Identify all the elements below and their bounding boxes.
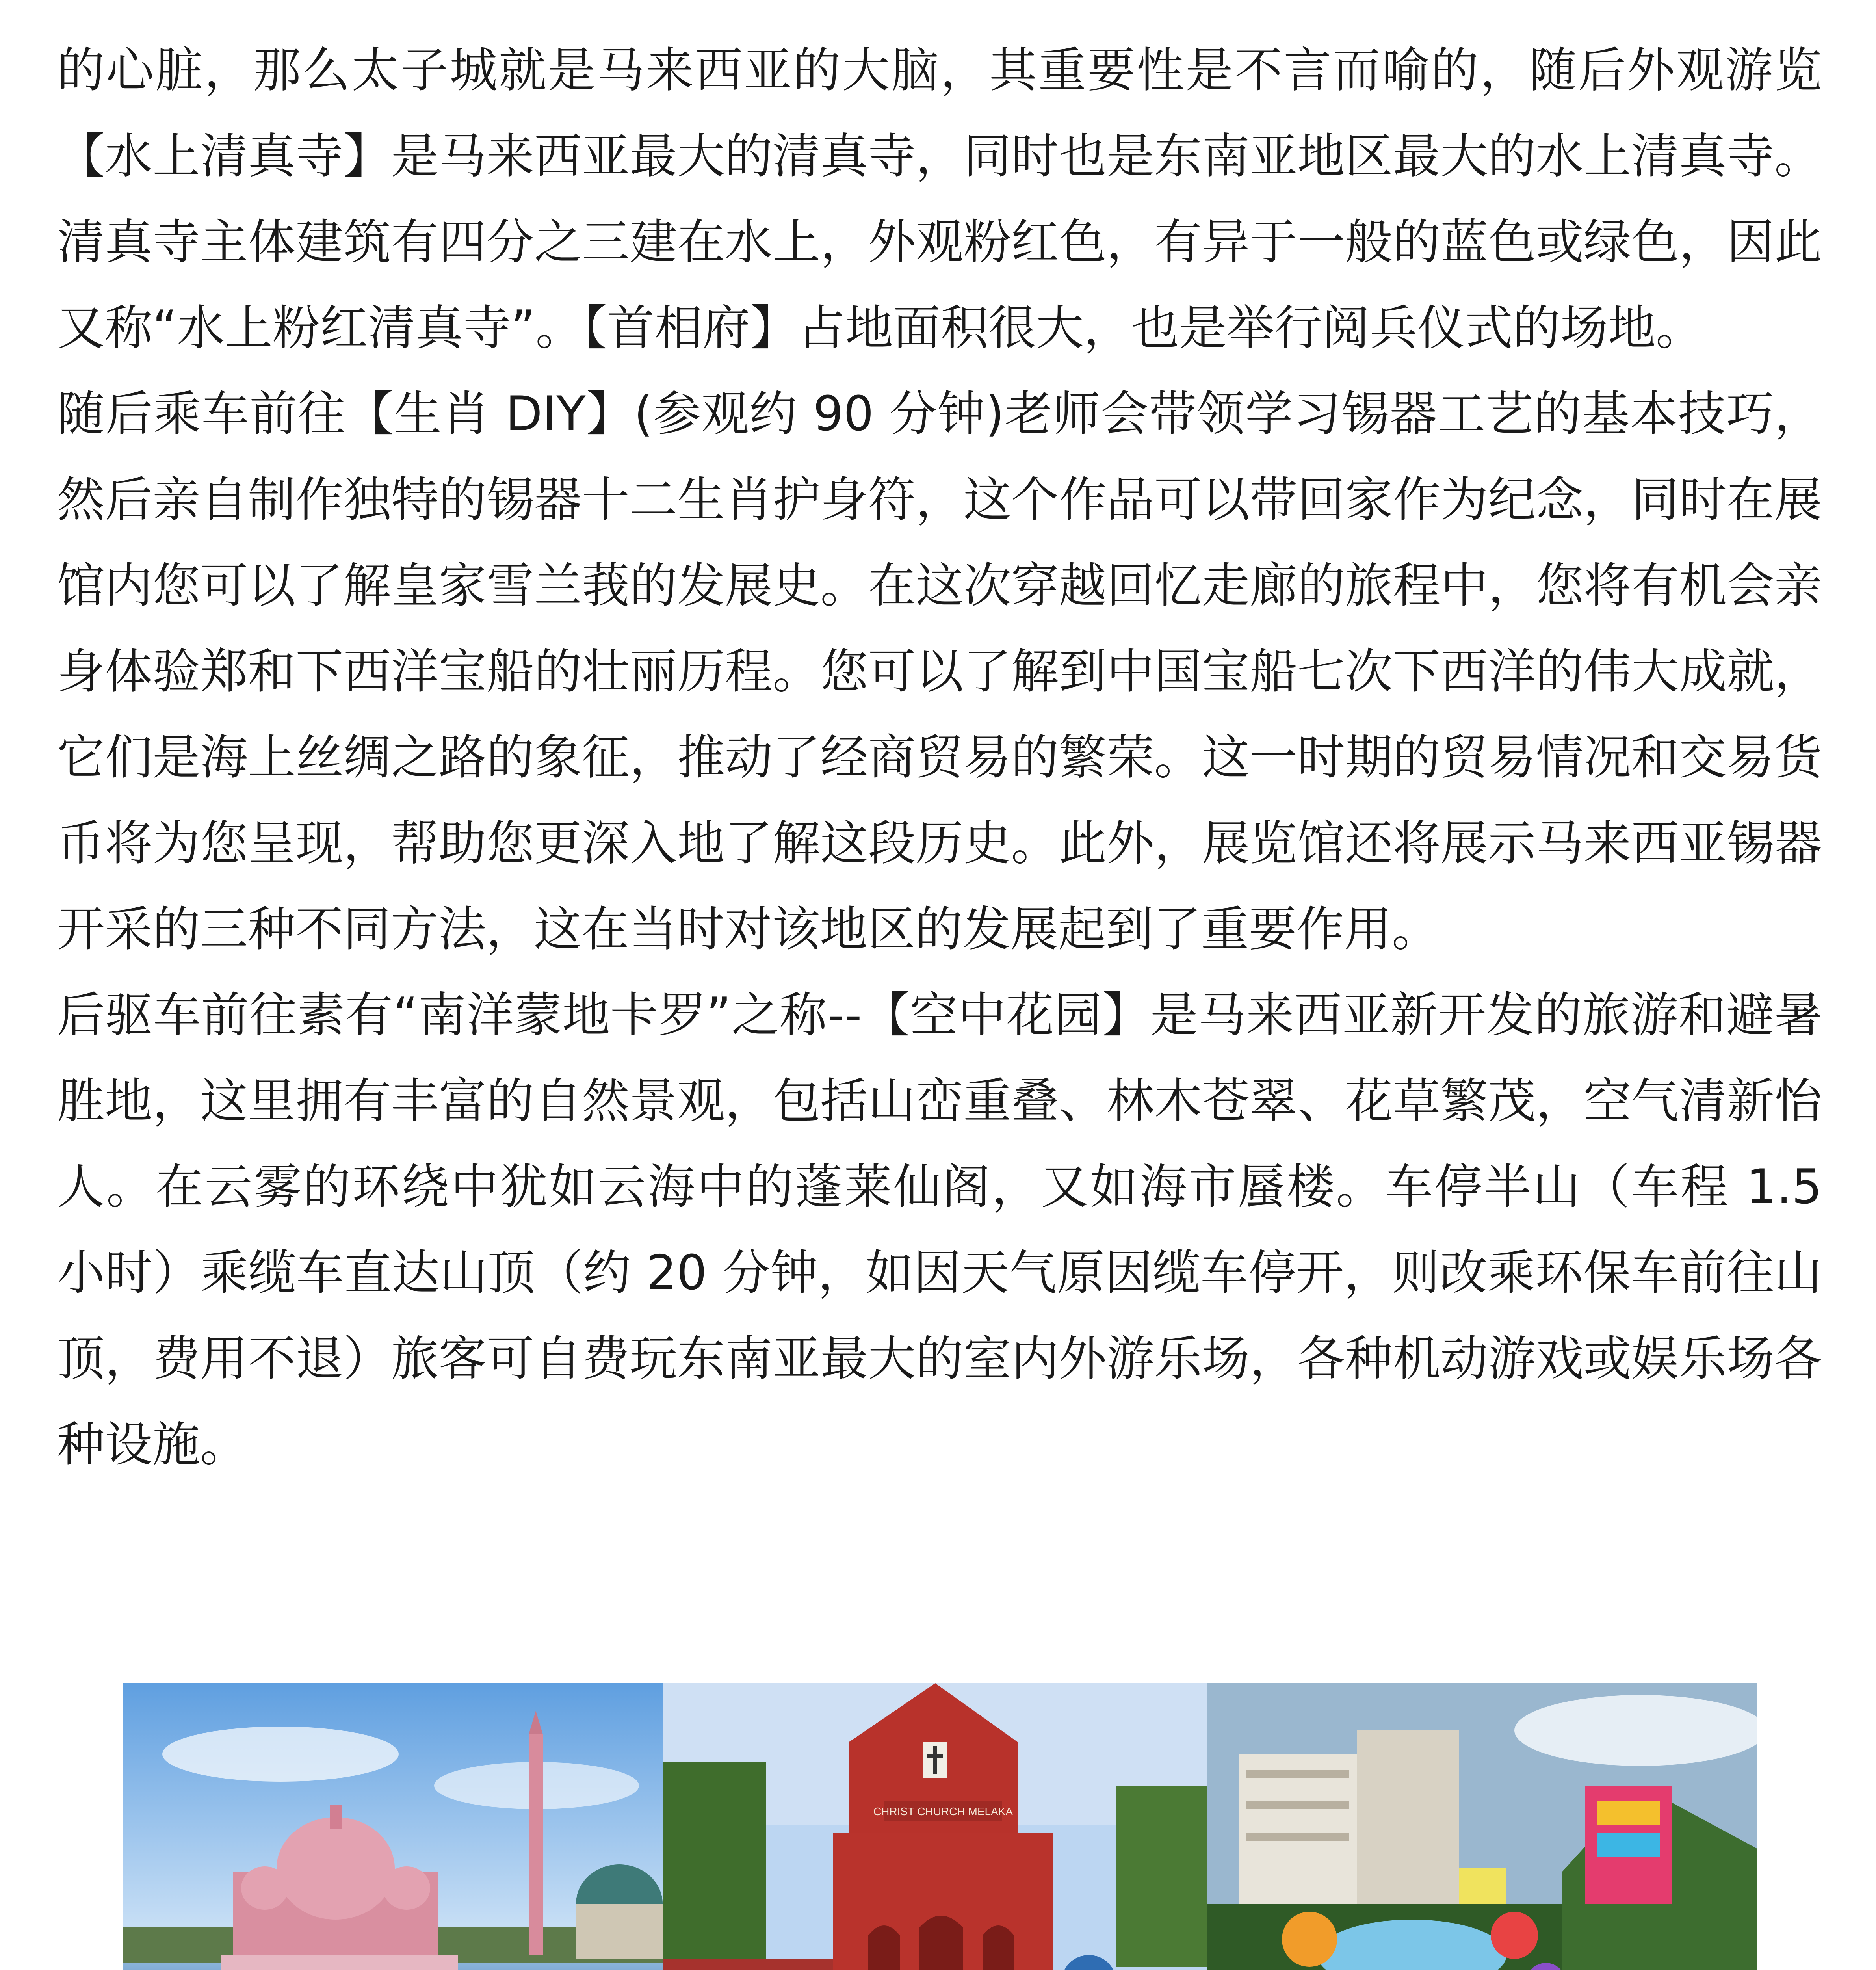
church-sign-text: CHRIST CHURCH MELAKA — [873, 1805, 1013, 1818]
photo-genting-highlands — [1207, 1683, 1757, 1970]
paragraph-genting-sky: 后驱车前往素有“南洋蒙地卡罗”之称--【空中花园】是马来西亚新开发的旅游和避暑胜地，这里拥有丰富的自然景观，包括山峦重叠、林木苍翠、花草繁茂，空气清新怡人。在云雾的环绕中犹如云海中的蓬莱仙阁，又如海市蜃楼。车停半山（车程 1.5 小时）乘缆车直达山顶（约 20 分钟，如因天气原因缆车停开，则改乘环保车前往山顶，费用不退）旅客可自费玩东南亚最大的室内外游乐场，各种机动游戏或娱乐场各种设施。 — [57, 987, 1822, 1472]
photo-strip — [123, 1683, 1757, 1970]
paragraph-pewter-diy: 随后乘车前往【生肖 DIY】(参观约 90 分钟)老师会带领学习锡器工艺的基本技巧，然后亲自制作独特的锡器十二生肖护身符，这个作品可以带回家作为纪念，同时在展馆内您可以了解皇家雪兰莪的发展史。在这次穿越回忆走廊的旅程中，您将有机会亲身体验郑和下西洋宝船的壮丽历程。您可以了解到中国宝船七次下西洋的伟大成就，它们是海上丝绸之路的象征，推动了经商贸易的繁荣。这一时期的贸易情况和交易货币将为您呈现，帮助您更深入地了解这段历史。此外，展览馆还将展示马来西亚锡器开采的三种不同方法，这在当时对该地区的发展起到了重要作用。 — [57, 386, 1822, 957]
paragraph-putrajaya: 的心脏，那么太子城就是马来西亚的大脑，其重要性是不言而喻的，随后外观游览【水上清真寺】是马来西亚最大的清真寺，同时也是东南亚地区最大的水上清真寺。清真寺主体建筑有四分之三建在水上，外观粉红色，有异于一般的蓝色或绿色，因此又称“水上粉红清真寺”。【首相府】占地面积很大，也是举行阅兵仪式的场地。 — [57, 43, 1822, 356]
photo-red-church — [663, 1683, 1207, 1970]
body-text — [57, 28, 1822, 1488]
photo-pink-mosque — [123, 1683, 663, 1970]
